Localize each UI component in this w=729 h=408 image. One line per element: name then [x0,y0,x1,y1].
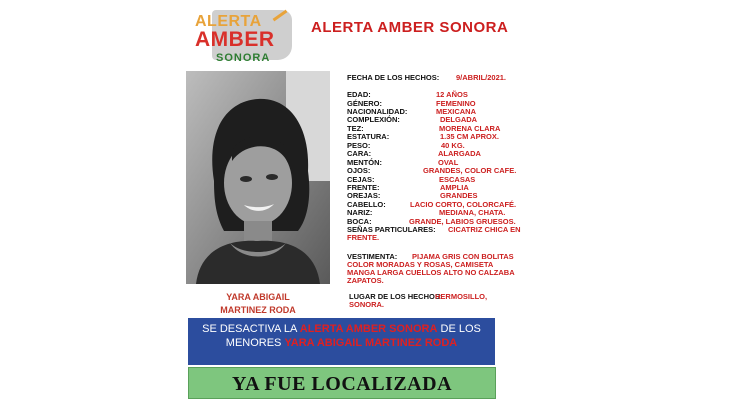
vestimenta-label: VESTIMENTA: [347,252,398,261]
deactivation-pre2: MENORES [225,337,285,349]
deactivation-alert-name: ALERTA AMBER SONORA [299,323,438,335]
logo-text-sonora: SONORA [216,52,271,64]
field-label: GÉNERO: [347,98,383,108]
field-label: CABELLO: [347,199,386,209]
field-label: NACIONALIDAD: [347,106,408,116]
logo-text-alerta: ALERTA [195,13,262,30]
field-label: CEJAS: [347,174,375,184]
field-value: MEXICANA [436,106,477,116]
deactivation-post1: DE LOS [437,323,481,335]
page-title: ALERTA AMBER SONORA [311,19,509,36]
field-value: 40 KG. [441,140,465,150]
deactivation-pre1: SE DESACTIVA LA [202,323,300,335]
deactivation-banner [188,318,495,365]
field-label: PESO: [347,140,371,150]
lugar-label: LUGAR DE LOS HECHOS: [349,292,443,301]
field-label: CARA: [347,149,372,159]
field-label: MENTÓN: [347,157,382,167]
field-value: DELGADA [440,115,478,125]
field-label: OREJAS: [347,191,381,201]
fecha-label: FECHA DE LOS HECHOS: [347,73,440,82]
field-value: FEMENINO [436,98,476,108]
field-value: 12 AÑOS [436,90,468,99]
vestimenta-line1: PIJAMA GRIS CON BOLITAS [412,252,514,261]
field-value: OVAL [438,157,459,167]
lugar-value-line1: HERMOSILLO, [435,292,488,301]
field-label: BOCA: [347,216,372,226]
senas-label: SEÑAS PARTICULARES: [347,225,436,234]
field-label: ESTATURA: [347,132,390,142]
person-name-line2: MARTINEZ RODA [220,305,296,315]
missing-person-photo [186,71,330,284]
lugar-value-line2: SONORA. [349,300,385,309]
field-label: COMPLEXIÓN: [347,115,400,125]
portrait-placeholder [186,71,330,284]
alerta-amber-logo [192,6,297,66]
located-banner [188,367,496,399]
field-value: AMPLIA [440,182,469,192]
person-name-line1: YARA ABIGAIL [226,292,290,302]
senas-value-line1: CICATRIZ CHICA EN [448,225,521,234]
field-value: MORENA CLARA [439,123,501,133]
field-value: GRANDES [440,191,478,201]
field-label: EDAD: [347,90,371,99]
field-label: TEZ: [347,123,364,133]
field-value: ALARGADA [438,149,481,159]
field-value: LACIO CORTO, COLORCAFÉ. [410,199,517,209]
located-text: YA FUE LOCALIZADA [231,373,453,395]
field-label: FRENTE: [347,182,380,192]
logo-text-amber: AMBER [195,28,275,51]
vestimenta-line4: ZAPATOS. [347,276,384,285]
deactivation-person-name: YARA ABIGAIL MARTINEZ RODA [284,337,458,349]
field-value: GRANDE, LABIOS GRUESOS. [409,216,516,226]
vestimenta-line2: COLOR MORADAS Y ROSAS, CAMISETA [347,260,494,269]
field-value: MEDIANA, CHATA. [439,208,506,218]
field-value: ESCASAS [439,174,476,184]
deactivation-line1 [188,323,495,335]
field-label: OJOS: [347,166,371,176]
field-label: NARIZ: [347,208,373,218]
deactivation-line2 [188,337,495,349]
fecha-value: 9/ABRIL/2021. [456,73,507,82]
field-value: GRANDES, COLOR CAFE. [423,166,517,176]
vestimenta-line3: MANGA LARGA CUELLOS ALTO NO CALZABA [347,268,515,277]
field-value: 1.35 CM APROX. [440,132,499,142]
senas-value-line2: FRENTE. [347,233,380,242]
